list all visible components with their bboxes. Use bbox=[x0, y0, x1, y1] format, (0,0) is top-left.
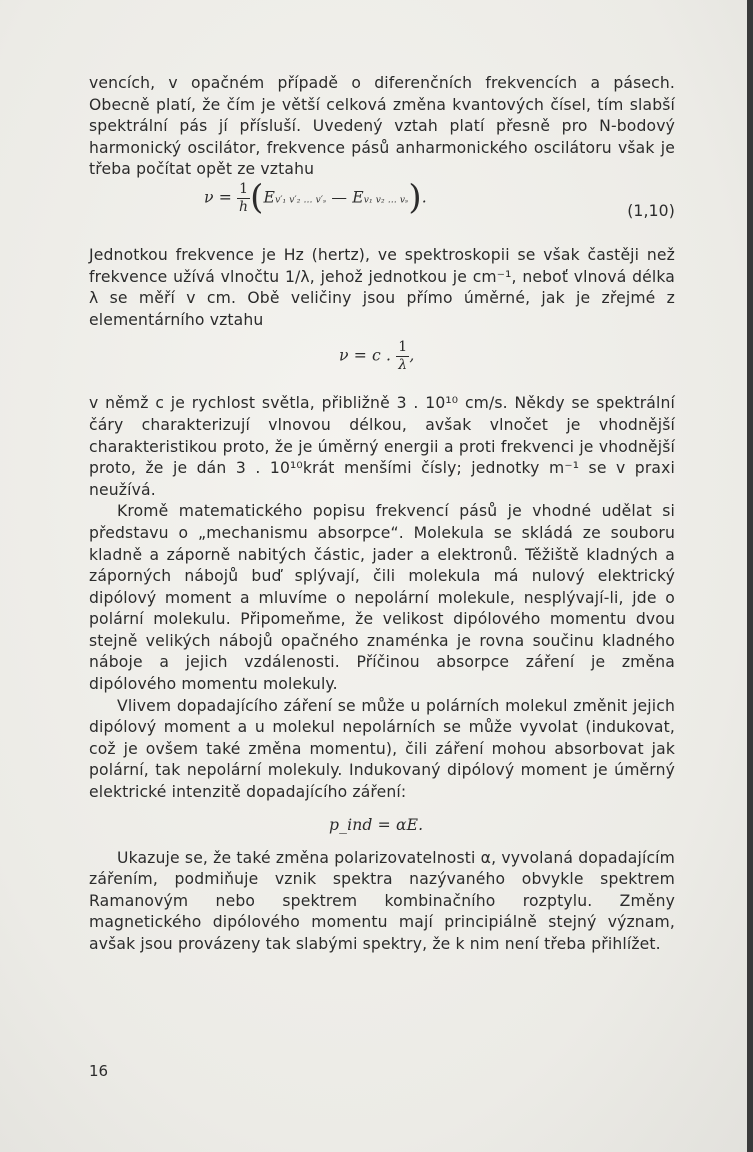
eq1-paren-open: ( bbox=[250, 177, 264, 218]
paragraph-5: Vlivem dopadajícího záření se může u polárních molekul změnit jejich dipólový moment a u molekul nepolárních se může vyvolat (indukovat, což je ovšem také změna momentu), čili záření mohou absorbovat jak polární, tak nepolární molekuly. Indukovaný dipólový moment je úměrný elektrické intenzitě dopadajícího záření: bbox=[89, 696, 675, 802]
paragraph-4: Kromě matematického popisu frekvencí pásů je vhodné udělat si představu o „mechanismu absorpce“. Molekula se skládá ze souboru kladně a záporně nabitých částic, jader a elektronů. Těžiště kladných a záporných nábojů buď splývají, čili molekula má nulový elektrický dipólový moment a mluvíme o nepolární molekule, nesplývají-li, jde o polární molekulu. Připomeňme, že velikost dipólového momentu dvou stejně velikých nábojů opačného znaménka je rovna součinu kladného náboje a jejich vzdálenosti. Příčinou absorpce záření je změna dipólového momentu molekuly. bbox=[89, 502, 675, 694]
eq2-tail: , bbox=[409, 346, 415, 365]
eq2-fraction bbox=[396, 339, 409, 374]
eq3-text: p_ind = αE. bbox=[329, 815, 424, 834]
page-number: 16 bbox=[89, 1062, 109, 1080]
eq1-mid: — E bbox=[326, 188, 364, 207]
eq1-paren-close: ) bbox=[408, 177, 422, 218]
paragraph-6: Ukazuje se, že také změna polarizovatelnosti α, vyvolaná dopadajícím zářením, podmiňuje vznik spektra nazývaného obvykle spektrem Ramanovým nebo spektrem kombinačního rozptylu. Změny magnetického dipólového momentu mají principiálně stejný význam, avšak jsou provázeny tak slabými spektry, že k nim není třeba přihlížet. bbox=[89, 848, 675, 953]
eq1-fraction bbox=[237, 181, 250, 216]
equation-wavenumber bbox=[89, 331, 675, 393]
eq2-frac-num: 1 bbox=[398, 339, 408, 356]
equation-number: (1,10) bbox=[627, 201, 675, 220]
eq1-sub1: v′₁ v′₂ … v′ₛ bbox=[275, 195, 327, 206]
eq1-frac-den: h bbox=[239, 198, 249, 215]
equation-1-10: ν = $\frac{1}{h}$ (Ev′₁ v′₂ … v′ₛ — Ev₁ v₂ … vₛ). (1,10) bbox=[89, 181, 675, 245]
page-edge bbox=[747, 0, 753, 1152]
paragraph-1: vencích, v opačném případě o diferenčních frekvencích a pásech. Obecně platí, že čím je větší celková změna kvantových čísel, tím slabší spektrální pás jí přísluší. Uvedený vztah platí přesně pro N-bodový harmonický oscilátor, frekvence pásů anharmonického oscilátoru však je třeba počítat opět ze vztahu bbox=[89, 74, 675, 179]
paragraph-3: v němž c je rychlost světla, přibližně 3 . 10¹⁰ cm/s. Někdy se spektrální čáry charakterizují vlnovou délkou, avšak vlnočet je vhodnější charakteristikou proto, že je úměrný energii a proti frekvenci je vhodnější proto, že je dán 3 . 10¹⁰krát menšími čísly; jednotky m⁻¹ se v praxi neužívá. bbox=[89, 394, 675, 499]
eq1-term1: E bbox=[263, 188, 276, 207]
eq2-frac-den: λ bbox=[398, 357, 408, 374]
eq1-frac-num: 1 bbox=[239, 180, 249, 197]
eq1-sub2: v₁ v₂ … vₛ bbox=[363, 195, 409, 206]
paragraph-2: Jednotkou frekvence je Hz (hertz), ve spektroskopii se však častěji než frekvence užívá vlnočtu 1/λ, jehož jednotkou je cm⁻¹, neboť vlnová délka λ se měří v cm. Obě veličiny jsou přímo úměrné, jak je zřejmé z elementárního vztahu bbox=[89, 245, 675, 329]
eq2-lhs: ν = c . bbox=[339, 346, 392, 365]
eq1-lhs: ν = bbox=[204, 188, 232, 207]
equation-induced-dipole bbox=[89, 804, 675, 848]
body-text bbox=[89, 73, 675, 956]
